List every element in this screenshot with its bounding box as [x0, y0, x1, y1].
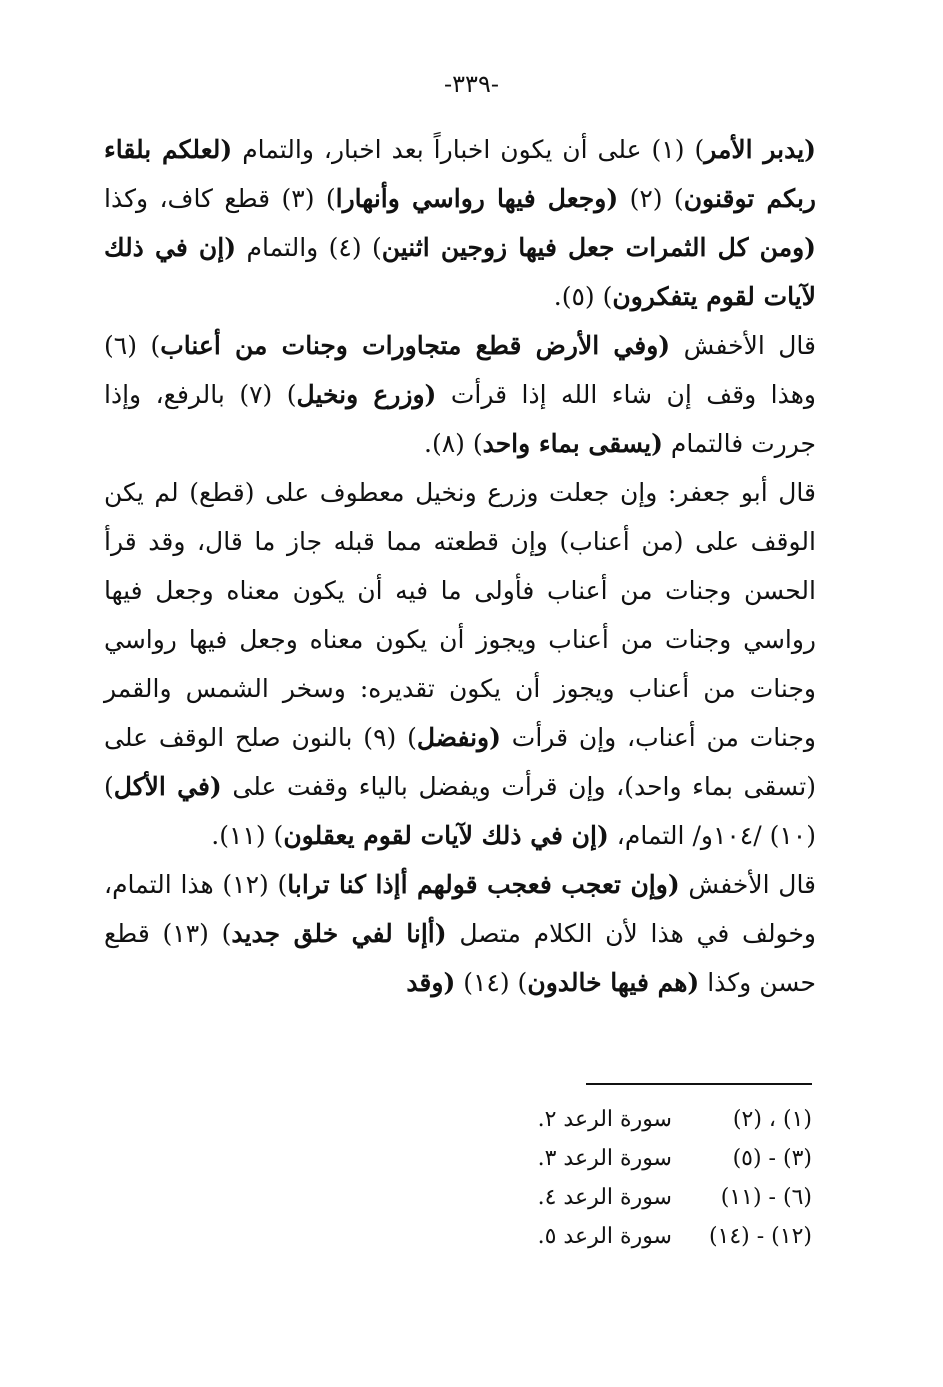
text-run: ) (٤) والتمام [236, 233, 382, 262]
footnote-item [480, 1139, 812, 1178]
quran-quote: (إن في ذلك لآيات لقوم يعقلون [283, 821, 609, 850]
quran-quote: (وفي الأرض قطع متجاورات وجنات من أعناب [160, 331, 671, 360]
text-run: ) (٨). [424, 429, 483, 458]
text-run: ) (١٣) قطع حسن وكذا [104, 919, 816, 997]
quran-quote: (يسقى بماء واحد [482, 429, 663, 458]
page-number: -٣٣٩- [444, 70, 499, 98]
quran-quote: (وقد [406, 968, 456, 997]
main-text [104, 125, 816, 1007]
quran-quote: (ومن كل الثمرات جعل فيها زوجين اثنين [381, 233, 816, 262]
text-run: ) (١١). [211, 821, 284, 850]
footnote-ref: (٣) - (٥) [732, 1146, 812, 1171]
text-run: ) (٢) [618, 184, 684, 213]
footnote-item [480, 1100, 812, 1139]
text-run: قال الأخفش [679, 870, 817, 899]
quran-quote: (وجعل فيها رواسي وأنهارا [335, 184, 619, 213]
text-run: ) (١٤) [455, 968, 528, 997]
footnote-text: سورة الرعد ٤. [537, 1185, 672, 1210]
quran-quote: (هم فيها خالدون [527, 968, 700, 997]
quran-quote: (إن في ذلك لآيات لقوم يتفكرون [104, 233, 816, 311]
quran-quote: (يدبر الأمر [704, 135, 816, 164]
text-run: ) (٩) بالنون صلح الوقف على (تسقى بماء واحد)، وإن قرأت ويفضل بالياء وقفت على [104, 723, 816, 801]
text-run: ) (٣) قطع كاف، وكذا [104, 184, 336, 213]
footnotes [480, 1100, 812, 1256]
text-run: ) (٥). [553, 282, 613, 311]
quran-quote: (وزرع ونخيل [296, 380, 437, 409]
paragraph [104, 321, 816, 468]
quran-quote: (في الأكل [113, 772, 222, 801]
text-run: ) (٦) وهذا وقف إن شاء الله إذا قرأت [104, 331, 816, 409]
footnote-text: سورة الرعد ٢. [537, 1107, 672, 1132]
footnote-text: سورة الرعد ٣. [537, 1146, 672, 1171]
text-run: قال أبو جعفر: وإن جعلت وزرع ونخيل معطوف على (قطع) لم يكن الوقف على (من أعناب) وإن قطعته مما قبله جاز ما قال، وقد قرأ الحسن وجنات من أعناب فأولى ما فيه أن يكون معناه وجعل فيها رواسي وجنات من أعناب ويجوز أن يكون معناه وجعل فيها رواسي وجنات من أعناب ويجوز أن يكون تقديره: وسخر الشمس والقمر وجنات من أعناب، وإن قرأت [104, 478, 816, 752]
footnote-divider [586, 1083, 812, 1085]
footnote-ref: (١) ، (٢) [732, 1107, 812, 1132]
text-run: ) (١) على أن يكون اخباراً بعد اخبار، والتمام [232, 135, 705, 164]
paragraph [104, 468, 816, 860]
footnote-text: سورة الرعد ٥. [537, 1224, 672, 1249]
text-run: ) (١٢) هذا التمام، وخولف في هذا لأن الكلام متصل [104, 870, 816, 948]
quran-quote: (لعلكم بلقاء ربكم توقنون [104, 135, 816, 213]
quran-quote: (ونفضل [416, 723, 501, 752]
footnote-item [480, 1178, 812, 1217]
quran-quote: (وإن تعجب فعجب قولهم أإذا كنا ترابا [287, 870, 680, 899]
footnote-item [480, 1217, 812, 1256]
quran-quote: (أإنا لفي خلق جديد [231, 919, 447, 948]
footnote-ref: (١٢) - (١٤) [708, 1224, 812, 1249]
paragraph [104, 125, 816, 321]
text-run: ) (٧) بالرفع، وإذا جررت فالتمام [104, 380, 816, 458]
text-run: قال الأخفش [670, 331, 816, 360]
paragraph [104, 860, 816, 1007]
footnote-ref: (٦) - (١١) [720, 1185, 812, 1210]
text-run: ) (١٠) /١٠٤و/ التمام، [104, 772, 816, 850]
